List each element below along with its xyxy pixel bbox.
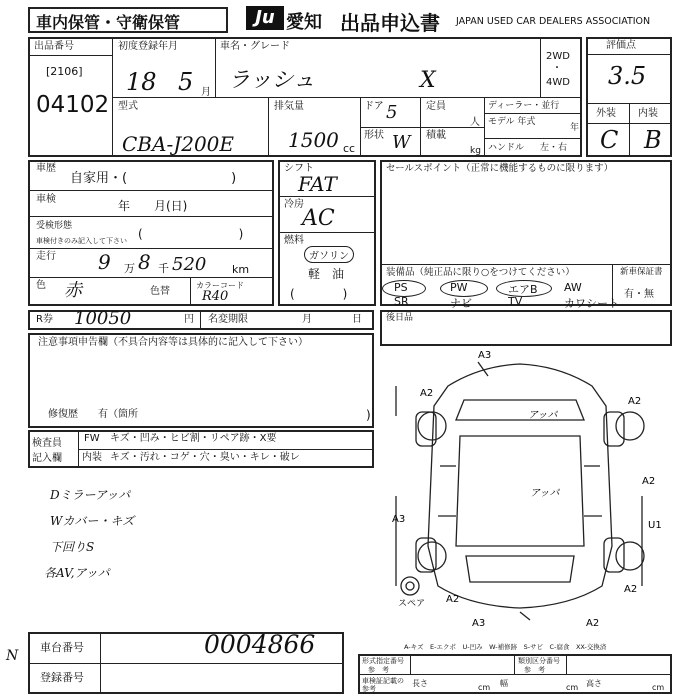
equip-ring-ps [382, 280, 426, 297]
size-label: 車検証記載の 参考 [362, 677, 404, 693]
exterior-label: 外装 [596, 108, 616, 119]
year-unit: 年 [570, 123, 580, 133]
inspector-row1-head: FW [84, 433, 100, 444]
inspector-label: 検査員 記入欄 [32, 438, 62, 464]
capacity-label: 定員 [426, 101, 446, 112]
repair-history: 修復歴 有（箇所 [48, 409, 138, 420]
equipment-item: ナビ [450, 297, 472, 310]
color-change-label: 色替 [150, 286, 170, 297]
equipment-item: TV [508, 295, 523, 308]
equipment-row-2 [386, 295, 619, 310]
wid-label: 幅 [500, 679, 508, 688]
chassis-label: 車台番号 [40, 641, 84, 654]
handle-opts: 左・右 [540, 143, 568, 153]
name-change-month: 月 [302, 314, 312, 325]
doors-value: 5 [386, 102, 398, 123]
drive-dot: ・ [552, 63, 562, 74]
diagram-mark-a3-bottom: A3 [472, 618, 486, 629]
diagram-legend: A-キズ E-エクボ U-凹み W-補修跡 S-サビ C-腐食 XX-交換済 [404, 643, 607, 651]
equipment-item: エアB [508, 283, 538, 296]
recycle-value: 10050 [74, 308, 132, 329]
displacement-unit: cc [343, 142, 356, 155]
fuel-other: ( ) [290, 287, 348, 301]
inspection-value: 年 月(日) [118, 199, 188, 213]
logo-place: 愛知 [286, 12, 322, 33]
after-date-label: 後日品 [386, 313, 414, 323]
diagram-mark-a2-fr: A2 [628, 396, 642, 407]
displacement-label: 排気量 [274, 101, 304, 112]
history-label: 車歴 [36, 163, 56, 174]
diagram-mark-a2-rl: A2 [624, 584, 638, 595]
equipment-label: 装備品（純正品に限り○をつけてください） [386, 267, 575, 278]
drive-4wd: 4WD [546, 77, 570, 88]
notes-label: 注意事項申告欄（不具合内容等は具体的に記入して下さい） [38, 337, 308, 348]
equipment-item: PS [394, 281, 408, 294]
interior-label: 内装 [638, 108, 658, 119]
mileage-sen: 千 [158, 262, 169, 275]
shift-label: シフト [284, 163, 314, 174]
diagram-mark-a2-br: A2 [586, 618, 600, 629]
reception-label: 受検形態 [36, 221, 73, 231]
equipment-item: AW [564, 281, 582, 294]
mileage-digit2: 8 [138, 250, 151, 274]
ju-logo: Ju [246, 6, 284, 30]
assoc-name: JAPAN USED CAR DEALERS ASSOCIATION [456, 16, 651, 27]
type-ref: 参 考 [368, 666, 389, 674]
storage-label: 車内保管・守衛保管 [36, 13, 181, 32]
len-cm: cm [478, 683, 491, 692]
equipment-item: SR [394, 295, 409, 308]
equipment-item: カワシート [564, 297, 619, 310]
mileage-rest: 520 [172, 254, 207, 275]
evaluation-score: 3.5 [608, 62, 647, 90]
drive-2wd: 2WD [546, 51, 570, 62]
car-name: ラッシュ [228, 68, 316, 93]
inspector-row1: キズ・凹み・ヒビ割・リペア跡・X要 [110, 433, 277, 444]
hei-label: 高さ [586, 679, 602, 688]
inspection-label: 車検 [36, 194, 56, 205]
class-ref: 参 考 [524, 666, 545, 674]
diagram-spare-label: スペア [398, 599, 426, 609]
diagram-body-note: アッパ [530, 488, 560, 499]
aircon-value: AC [302, 206, 335, 231]
inspector-row2: キズ・汚れ・コゲ・穴・臭い・キレ・破レ [110, 452, 300, 463]
handle-label: ハンドル [488, 143, 525, 153]
exterior-grade: C [600, 126, 619, 154]
diagram-roof-note: アッパ [528, 410, 558, 421]
registration-label: 登録番号 [40, 671, 84, 684]
fuel-diesel: 軽 油 [308, 267, 345, 281]
car-diagram [380, 346, 672, 658]
handwritten-note: Dミラーアッパ [50, 488, 131, 502]
reception-note: 車検付きのみ記入して下さい [36, 237, 127, 245]
interior-grade: B [644, 126, 662, 154]
diagram-mark-a2-rr: A2 [642, 476, 656, 487]
equip-ring-airbag [496, 280, 552, 297]
corner-mark: N [6, 648, 19, 664]
fuel-gas: ガソリン [304, 246, 354, 263]
shape-label: 形状 [364, 130, 384, 141]
capacity-unit: 人 [470, 117, 480, 128]
car-name-label: 車名・グレード [220, 41, 290, 52]
shape-value: W [392, 132, 411, 153]
len-label: 長さ [412, 679, 428, 688]
lot-number: 04102 [36, 92, 110, 118]
handwritten-note: Wカバー・キズ [50, 514, 135, 528]
mileage-digit1: 9 [98, 250, 111, 274]
equip-ring-pw [440, 280, 488, 297]
recycle-label: R券 [36, 314, 53, 325]
lot-sub: [2106] [46, 65, 83, 78]
diagram-mark-a3-left: A3 [392, 514, 406, 525]
color-value: 赤 [64, 280, 82, 301]
color-label: 色 [36, 280, 46, 291]
load-unit: kg [470, 146, 481, 156]
type-label: 形式指定番号 [362, 657, 404, 665]
diagram-mark-a2-bl: A2 [446, 594, 460, 605]
insurance-opts: 有・無 [624, 289, 654, 300]
sales-point-label: セールスポイント（正常に機能するものに限ります） [386, 163, 614, 174]
chassis-value: 0004866 [204, 630, 316, 659]
model-year-label: モデル 年式 [488, 117, 536, 127]
doors-label: ドア [364, 101, 384, 112]
class-label: 類別区分番号 [518, 657, 560, 665]
fuel-label: 燃料 [284, 235, 304, 246]
reception-value: ( ) [138, 227, 244, 241]
car-grade: X [420, 68, 436, 93]
dealer-label: ディーラー・並行 [488, 101, 560, 111]
first-reg-month: 5 [178, 68, 194, 96]
model-value: CBA-J200E [122, 132, 234, 156]
handwritten-notes [44, 486, 244, 596]
hei-cm: cm [652, 683, 665, 692]
mileage-unit: km [232, 263, 250, 276]
first-reg-year: 18 [126, 68, 157, 96]
mileage-label: 走行 [36, 251, 56, 262]
color-code-label: カラーコード [196, 281, 244, 290]
color-code: R40 [202, 289, 229, 304]
diagram-mark-u1: U1 [648, 520, 662, 531]
shift-value: FAT [298, 172, 337, 196]
recycle-unit: 円 [184, 314, 194, 325]
load-label: 積載 [426, 130, 446, 141]
diagram-mark-a2-fl: A2 [420, 388, 434, 399]
aircon-label: 冷房 [284, 199, 304, 210]
equipment-item: PW [450, 281, 468, 294]
handwritten-note: 下回りS [50, 540, 95, 554]
displacement-value: 1500 [288, 128, 339, 152]
model-label: 型式 [118, 101, 138, 112]
insurance-label: 新車保証書 [620, 267, 663, 277]
name-change-day: 日 [352, 314, 362, 325]
form-title: 出品申込書 [340, 11, 440, 35]
handwritten-note: 各AV,アッパ [44, 566, 110, 580]
history-value: 自家用・( ) [70, 171, 237, 186]
inspector-row2-head: 内装 [82, 452, 102, 463]
evaluation-label: 評価点 [606, 40, 636, 51]
mileage-man: 万 [124, 262, 135, 275]
diagram-mark-a3-top: A3 [478, 350, 492, 361]
lot-label: 出品番号 [34, 41, 74, 52]
first-reg-label: 初度登録年月 [118, 41, 178, 52]
first-reg-month-unit: 月 [201, 87, 211, 98]
after-date-box [380, 310, 672, 346]
name-change-label: 名変期限 [208, 314, 248, 325]
wid-cm: cm [566, 683, 579, 692]
